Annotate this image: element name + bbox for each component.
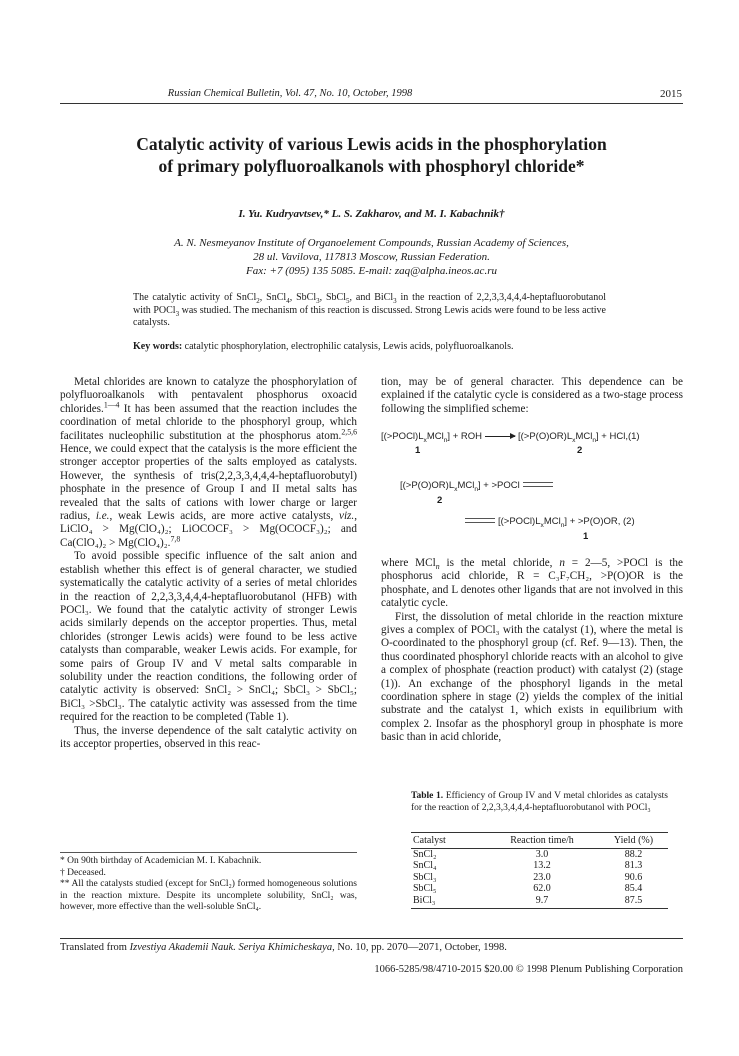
table-cell: 13.2 [533, 860, 551, 872]
table-cell: 81.3 [624, 860, 643, 872]
scheme-text: MCl [575, 431, 593, 442]
equilibrium-arrow [465, 518, 495, 524]
scheme-text: [(>P(O)OR)L [400, 480, 455, 491]
table-cell: SbCl₃ [413, 871, 437, 883]
abstract: The catalytic activity of SnCl$_2$, SnCl$_4$, SbCl$_3$, SbCl$_5$, and BiCl$_3$ in the reaction of 2,2,3,3,4,4,4-heptafluorobutanol with POCl$_3$ was studied. The mechanism of this reaction is discussed. Strong Lewis acids were found to be less active catalysts. [133, 292, 607, 328]
scheme-row-1 [381, 431, 640, 442]
table-header-time: Reaction time/h [485, 833, 599, 849]
text: , LiClO₄ > Mg(ClO₄)₂; LiOCOCF₃ > Mg(OCOCF₃)₂; and Ca(ClO₄)₂ > Mg(ClO₄)₂. [60, 510, 358, 549]
table-cell: 88.2 [624, 849, 643, 860]
abstract-text: , and BiCl [349, 292, 394, 303]
affiliation [60, 236, 683, 278]
citation: 1—4 [103, 400, 120, 410]
table-row [411, 872, 668, 883]
footnote-deceased: † Deceased. [60, 867, 106, 878]
scheme-text: n [592, 436, 597, 444]
abstract-text: The catalytic activity of SnCl [133, 292, 257, 303]
scheme-text: n [560, 521, 565, 529]
text: It has been assumed that the reaction includes the coordination of metal chloride to the phosphoryl group, which facilitates nucleophilic substitution at the phosphorus atom. [60, 402, 357, 442]
right-column-top [381, 376, 683, 416]
table-row [411, 895, 668, 909]
text: Translated from [60, 942, 130, 953]
keywords [133, 341, 606, 354]
compound-label-1: 1 [415, 445, 421, 456]
paragraph-continuation: tion, may be of general character. This dependence can be explained if the catalytic cycle is considered as a two-stage process following the simplified scheme: [381, 376, 683, 415]
compound-label-2: 2 [577, 445, 583, 456]
scheme-text: x [454, 485, 458, 493]
table-cell: 90.6 [624, 871, 643, 883]
scheme-text: ] + >POCl [478, 480, 520, 491]
scheme-text: ] + HCl,(1) [596, 431, 640, 442]
table-cell: SbCl₅ [413, 883, 437, 895]
copyright-line: 1066-5285/98/4710-2015 $20.00 © 1998 Plenum Publishing Corporation [374, 964, 683, 975]
table-cell: 85.4 [624, 883, 643, 895]
table-caption-text: Efficiency of Group IV and V metal chlorides as catalysts for the reaction of 2,2,3,3,4,4,4-heptafluorobutanol with POCl₃ [411, 791, 669, 813]
citation: 7,8 [170, 534, 181, 544]
paragraph-mechanism: First, the dissolution of metal chloride in the reaction mixture gives a complex of POCl₃ with the catalyst (1), where the metal is O-coordinated to the phosphoryl group (cf. Ref. 9—13). Then, the thus coordinated phosphoryl chloride reacts with an alcohol to give a complex of phosphate (reaction product) with catalyst (2) (stage (1)). An exchange of the phosphoryl ligands in the metal coordination sphere in stage (2) yields the complex of the initial substrate and the catalyst 1, which exists in equilibrium with complex 2. Insofar as the phosphoryl group in phosphate is more basic than in acid chloride, [381, 610, 683, 744]
table-cell: SnCl₄ [413, 860, 437, 872]
text: Metal chlorides are known to catalyze the phosphorylation of polyfluoroalkanols with pentavalent phosphorus oxoacid chlorides. [60, 376, 357, 415]
page-number: 2015 [660, 88, 682, 100]
footnote-rule [60, 852, 357, 853]
citation: 2,5,6 [341, 426, 357, 436]
scheme-text: [(>POCl)L [381, 431, 424, 442]
text: i.e. [95, 510, 110, 523]
scheme-text: MCl [457, 480, 475, 491]
scheme-row-3 [462, 516, 635, 527]
text: Hence, we could expect that the catalysis is the more efficient the stronger acceptor properties of the salts employed as catalysts. However, the synthesis of tris(2,2,3,3,4,4,4-heptafluorobutyl) phosphate in the presence of Group I and II metal salts has revealed that the salts of cations with lower charge or larger radius, [60, 443, 357, 523]
efficiency-table [411, 832, 668, 909]
left-column [60, 376, 357, 751]
footnote-solubility: ** All the catalysts studied (except for SnCl₂) formed homogeneous solutions in the reaction mixture. Despite its uncomplete solubility, SnCl₂ was, however, more effective than the well-soluble SnCl₄. [60, 879, 357, 912]
scheme-text: n [474, 485, 479, 493]
header-rule [60, 103, 683, 104]
keywords-text: catalytic phosphorylation, electrophilic catalysis, Lewis acids, polyfluoroalkanols. [182, 341, 514, 352]
affiliation-line-3: Fax: +7 (095) 135 5085. E-mail: zaq@alpha.ineos.ac.ru [246, 265, 497, 277]
table-caption [411, 791, 668, 814]
table-cell: 62.0 [533, 883, 551, 895]
right-column-mid [381, 557, 683, 745]
table-row [411, 883, 668, 894]
scheme-text: MCl [543, 516, 561, 527]
title-line-2: of primary polyfluoroalkanols with phosphoryl chloride* [158, 156, 585, 176]
journal-header: Russian Chemical Bulletin, Vol. 47, No. 10, October, 1998 [167, 88, 413, 99]
paragraph-definitions [381, 557, 683, 611]
bottom-rule [60, 938, 683, 939]
text: is the metal chloride, [439, 557, 560, 569]
keywords-label: Key words: [133, 341, 183, 352]
footnote-dedication: * On 90th birthday of Academician M. I. Kabachnik. [60, 856, 262, 866]
compound-label-2b: 2 [437, 495, 443, 506]
text: n [559, 557, 565, 569]
table-row [411, 849, 668, 861]
text: where MCl [381, 557, 436, 569]
scheme-text: MCl [426, 431, 444, 442]
table-header-row [411, 833, 668, 849]
compound-label-1b: 1 [583, 531, 589, 542]
footnotes [60, 856, 357, 914]
text: viz. [338, 510, 355, 523]
scheme-text: x [540, 521, 544, 529]
abstract-text: , SnCl [259, 292, 287, 303]
abstract-text: in the reaction of 2,2,3,3,4,4,4-heptafluorobutanol with POCl [133, 292, 607, 316]
table-cell: SnCl₂ [413, 849, 437, 860]
table-cell: 9.7 [485, 895, 599, 909]
paragraph-intro [60, 376, 357, 550]
authors: I. Yu. Kudryavtsev,* L. S. Zakharov, and M. I. Kabachnik† [238, 208, 505, 220]
equilibrium-arrow [523, 482, 553, 488]
text: = 2—5, >POCl is the phosphorus acid chloride, R = C₃F₇CH₂, >P(O)OR is the phosphate, and L denotes other ligands that are not involved in this catalytic cycle. [381, 557, 683, 610]
paragraph-study: To avoid possible specific influence of the salt anion and establish whether this effect is of general character, we studied systematically the catalytic activity of a series of metal chlorides in the reaction of 2,2,3,3,4,4,4-heptafluorobutanol (HFB) with POCl₃. We found that the catalytic activity of stronger Lewis acids similarly depends on the acceptor properties. Thus, metal chlorides (stronger Lewis acids) were found to be less active catalysts than comparable, weaker Lewis acids. For example, for some pairs of Group IV and V metal salts comparable in solubility under the reaction conditions, the following order of catalytic activity is observed: SnCl₂ > SnCl₄; SbCl₃ > SbCl₅; BiCl₃ >SbCl₃. The catalytic activity was assessed from the time required for the reaction to be completed (Table 1). [60, 550, 357, 724]
reaction-arrow [485, 436, 515, 437]
text: n [435, 562, 440, 572]
scheme-text: ] + ROH [447, 431, 482, 442]
table-cell: BiCl₃ [411, 895, 485, 909]
table-cell: 3.0 [535, 849, 549, 860]
table-label: Table 1. [411, 791, 444, 801]
paragraph-inverse: Thus, the inverse dependence of the salt catalytic activity on its acceptor properties, observed in this reac- [60, 724, 357, 750]
title-line-1: Catalytic activity of various Lewis acids in the phosphorylation [136, 134, 607, 154]
abstract-text: , SbCl [319, 292, 347, 303]
scheme-text: n [443, 436, 448, 444]
text: , weak Lewis acids, are more active catalysts, [109, 510, 339, 523]
abstract-text: was studied. The mechanism of this reaction is discussed. Strong Lewis acids were found to be less active catalysts. [133, 304, 606, 328]
scheme-text: [(>P(O)OR)L [518, 431, 573, 442]
affiliation-line-2: 28 ul. Vavilova, 117813 Moscow, Russian Federation. [253, 251, 490, 263]
scheme-text: x [572, 436, 576, 444]
abstract-text: , SbCl [289, 292, 317, 303]
table-cell: 87.5 [599, 895, 668, 909]
affiliation-line-1: A. N. Nesmeyanov Institute of Organoelement Compounds, Russian Academy of Sciences, [174, 237, 569, 249]
source-journal: Izvestiya Akademii Nauk. Seriya Khimicheskaya, [129, 942, 335, 953]
table-cell: 23.0 [533, 871, 551, 883]
table-header-catalyst: Catalyst [411, 833, 485, 849]
text: No. 10, pp. 2070—2071, October, 1998. [334, 942, 507, 953]
scheme-text: [(>POCl)L [498, 516, 541, 527]
scheme-text: ] + >P(O)OR, (2) [564, 516, 635, 527]
table-row [411, 860, 668, 871]
paper-title [60, 133, 683, 177]
table-header-yield: Yield (%) [599, 833, 668, 849]
scheme-row-2 [400, 480, 556, 491]
scheme-text: x [423, 436, 427, 444]
translation-note [60, 942, 683, 953]
